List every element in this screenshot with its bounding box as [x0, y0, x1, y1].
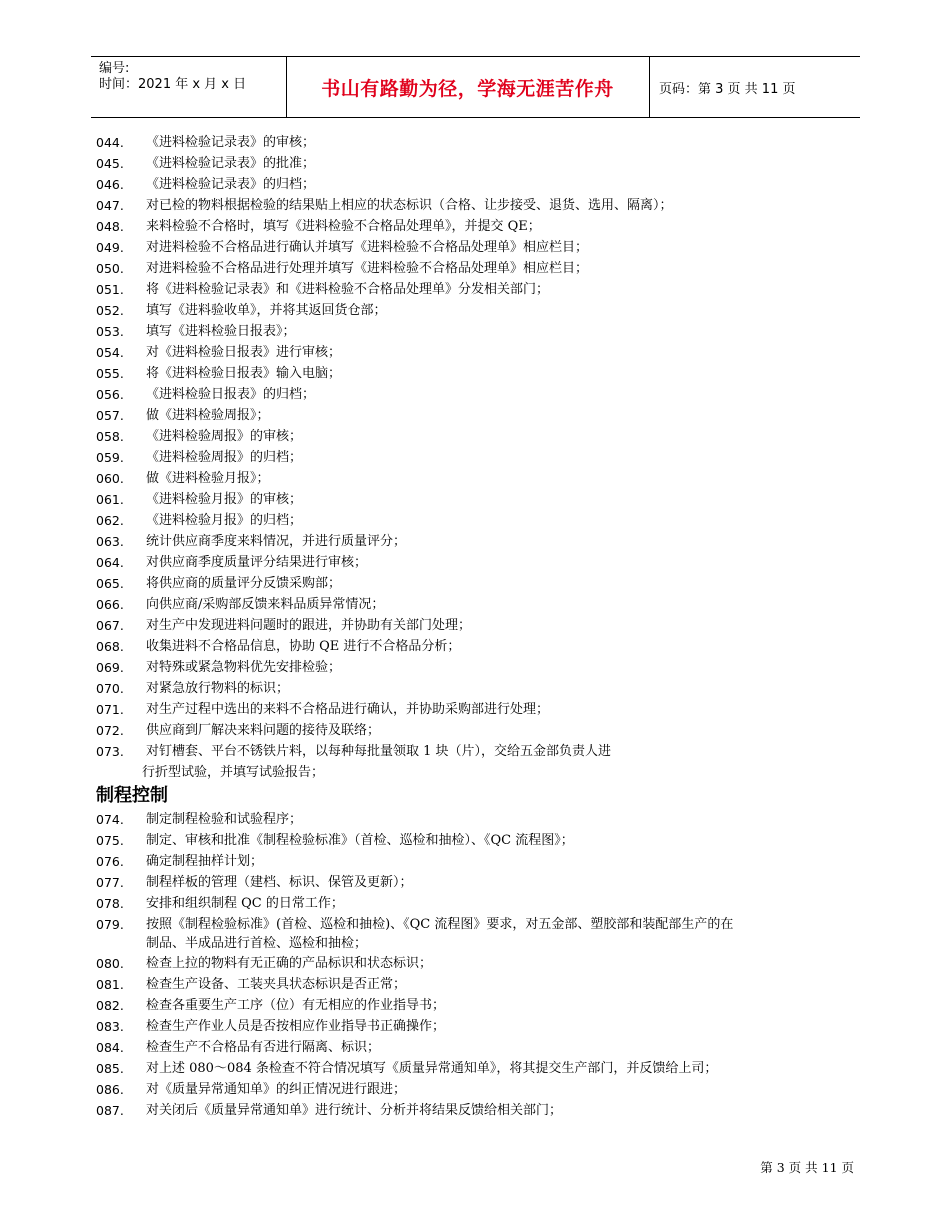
item-text: 将《进料检验日报表》输入电脑； — [146, 366, 342, 381]
header-divider — [649, 57, 650, 117]
list-item — [96, 237, 876, 258]
item-number: 053. — [96, 324, 124, 339]
item-number: 087. — [96, 1103, 124, 1118]
item-number: 056. — [96, 387, 124, 402]
item-number: 067. — [96, 618, 124, 633]
list-item — [96, 809, 876, 830]
item-number: 061. — [96, 492, 124, 507]
item-text: 来料检验不合格时，填写《进料检验不合格品处理单》，并提交 QE； — [146, 219, 541, 234]
document-body — [96, 132, 876, 1121]
item-text: 对进料检验不合格品进行确认并填写《进料检验不合格品处理单》相应栏目； — [146, 240, 589, 255]
item-number: 050. — [96, 261, 124, 276]
item-text: 《进料检验月报》的审核； — [146, 492, 303, 507]
list-item — [96, 741, 876, 783]
item-text: 检查生产作业人员是否按相应作业指导书正确操作； — [146, 1019, 446, 1034]
item-text: 确定制程抽样计划； — [146, 854, 264, 869]
item-text-continuation: 行折型试验，并填写试验报告； — [142, 765, 325, 780]
header-meta — [99, 61, 289, 93]
page-footer: 第 3 页 共 11 页 — [760, 1160, 854, 1175]
item-number: 073. — [96, 744, 124, 759]
item-number: 080. — [96, 956, 124, 971]
item-number: 083. — [96, 1019, 124, 1034]
item-number: 060. — [96, 471, 124, 486]
list-item — [96, 974, 876, 995]
item-text: 《进料检验周报》的审核； — [146, 429, 303, 444]
item-text: 对上述 080～084 条检查不符合情况填写《质量异常通知单》，将其提交生产部门，并反馈给上司； — [146, 1061, 718, 1076]
list-item — [96, 657, 876, 678]
list-item — [96, 195, 876, 216]
list-item — [96, 552, 876, 573]
list-item — [96, 342, 876, 363]
list-item — [96, 426, 876, 447]
item-number: 076. — [96, 854, 124, 869]
item-number: 070. — [96, 681, 124, 696]
item-text: 将供应商的质量评分反馈采购部； — [146, 576, 342, 591]
code-label: 编号: — [99, 61, 130, 76]
item-text: 做《进料检验周报》； — [146, 408, 270, 423]
list-item — [96, 995, 876, 1016]
item-text: 检查生产设备、工装夹具状态标识是否正常； — [146, 977, 407, 992]
item-number: 075. — [96, 833, 124, 848]
item-text: 按照《制程检验标准》(首检、巡检和抽检)、《QC 流程图》要求，对五金部、塑胶部和装配部生产的在 — [146, 917, 734, 932]
item-number: 072. — [96, 723, 124, 738]
item-number: 049. — [96, 240, 124, 255]
list-item — [96, 153, 876, 174]
list-item — [96, 447, 876, 468]
list-item — [96, 1058, 876, 1079]
item-text: 填写《进料验收单》，并将其返回货仓部； — [146, 303, 387, 318]
list-item — [96, 258, 876, 279]
list-item — [96, 300, 876, 321]
item-text: 对《质量异常通知单》的纠正情况进行跟进； — [146, 1082, 407, 1097]
item-text: 检查各重要生产工序（位）有无相应的作业指导书； — [146, 998, 446, 1013]
item-number: 045. — [96, 156, 124, 171]
item-text: 对生产中发现进料问题时的跟进，并协助有关部门处理； — [146, 618, 472, 633]
item-number: 048. — [96, 219, 124, 234]
item-number: 081. — [96, 977, 124, 992]
item-text: 收集进料不合格品信息，协助 QE 进行不合格品分析； — [146, 639, 461, 654]
time-label: 时间：2021 年 x 月 x 日 — [99, 77, 247, 92]
list-item — [96, 489, 876, 510]
item-text: 对供应商季度质量评分结果进行审核； — [146, 555, 368, 570]
item-text: 向供应商/采购部反馈来料品质异常情况； — [146, 597, 385, 612]
list-item — [96, 678, 876, 699]
item-text: 《进料检验月报》的归档； — [146, 513, 303, 528]
item-number: 084. — [96, 1040, 124, 1055]
list-item — [96, 174, 876, 195]
item-text: 对钉槽套、平台不锈铁片料，以每种每批量领取 1 块（片），交给五金部负责人进 — [146, 744, 612, 759]
item-number: 058. — [96, 429, 124, 444]
item-text: 填写《进料检验日报表》； — [146, 324, 296, 339]
item-number: 069. — [96, 660, 124, 675]
item-number: 046. — [96, 177, 124, 192]
item-number: 065. — [96, 576, 124, 591]
item-text: 《进料检验记录表》的批准； — [146, 156, 316, 171]
list-item — [96, 1037, 876, 1058]
item-text: 《进料检验记录表》的归档； — [146, 177, 316, 192]
list-item — [96, 893, 876, 914]
list-item — [96, 279, 876, 300]
list-item — [96, 384, 876, 405]
list-item — [96, 615, 876, 636]
list-item — [96, 363, 876, 384]
list-item — [96, 216, 876, 237]
item-number: 074. — [96, 812, 124, 827]
item-text: 《进料检验日报表》的归档； — [146, 387, 316, 402]
list-item — [96, 872, 876, 893]
list-item — [96, 1100, 876, 1121]
item-list — [96, 809, 876, 1121]
item-text: 做《进料检验月报》； — [146, 471, 270, 486]
item-text: 对特殊或紧急物料优先安排检验； — [146, 660, 342, 675]
item-text: 《进料检验记录表》的审核； — [146, 135, 316, 150]
list-item — [96, 720, 876, 741]
section-title: 制程控制 — [96, 785, 168, 806]
item-number: 044. — [96, 135, 124, 150]
list-item — [96, 851, 876, 872]
list-item — [96, 1079, 876, 1100]
list-item — [96, 132, 876, 153]
item-number: 079. — [96, 917, 124, 932]
item-list — [96, 132, 876, 783]
list-item — [96, 953, 876, 974]
item-number: 052. — [96, 303, 124, 318]
item-number: 064. — [96, 555, 124, 570]
item-text: 检查上拉的物料有无正确的产品标识和状态标识； — [146, 956, 433, 971]
item-text: 制定制程检验和试验程序； — [146, 812, 303, 827]
item-number: 068. — [96, 639, 124, 654]
list-item — [96, 914, 876, 953]
item-number: 066. — [96, 597, 124, 612]
item-number: 047. — [96, 198, 124, 213]
list-item — [96, 636, 876, 657]
item-number: 063. — [96, 534, 124, 549]
item-number: 078. — [96, 896, 124, 911]
item-text: 安排和组织制程 QC 的日常工作； — [146, 896, 344, 911]
item-text-continuation: 制品、半成品进行首检、巡检和抽检； — [146, 936, 368, 951]
item-text: 对关闭后《质量异常通知单》进行统计、分析并将结果反馈给相关部门； — [146, 1103, 563, 1118]
header-page-info: 页码：第 3 页 共 11 页 — [659, 81, 796, 97]
list-item — [96, 1016, 876, 1037]
list-item — [96, 594, 876, 615]
item-text: 对《进料检验日报表》进行审核； — [146, 345, 342, 360]
list-item — [96, 510, 876, 531]
header-motto: 书山有路勤为径，学海无涯苦作舟 — [321, 77, 614, 100]
item-number: 051. — [96, 282, 124, 297]
list-item — [96, 321, 876, 342]
list-item — [96, 468, 876, 489]
item-number: 071. — [96, 702, 124, 717]
item-text: 《进料检验周报》的归档； — [146, 450, 303, 465]
page-header — [91, 56, 860, 118]
item-text: 统计供应商季度来料情况，并进行质量评分； — [146, 534, 407, 549]
item-text: 对生产过程中选出的来料不合格品进行确认，并协助采购部进行处理； — [146, 702, 550, 717]
item-number: 077. — [96, 875, 124, 890]
item-text: 对已检的物料根据检验的结果贴上相应的状态标识（合格、让步接受、退货、选用、隔离）； — [146, 198, 673, 213]
item-text: 供应商到厂解决来料问题的接待及联络； — [146, 723, 381, 738]
item-text: 对进料检验不合格品进行处理并填写《进料检验不合格品处理单》相应栏目； — [146, 261, 589, 276]
item-text: 制定、审核和批准《制程检验标准》（首检、巡检和抽检）、《QC 流程图》； — [146, 833, 574, 848]
item-number: 082. — [96, 998, 124, 1013]
list-item — [96, 830, 876, 851]
item-text: 对紧急放行物料的标识； — [146, 681, 290, 696]
item-number: 055. — [96, 366, 124, 381]
item-number: 086. — [96, 1082, 124, 1097]
item-number: 057. — [96, 408, 124, 423]
item-text: 将《进料检验记录表》和《进料检验不合格品处理单》分发相关部门； — [146, 282, 550, 297]
list-item — [96, 531, 876, 552]
item-text: 检查生产不合格品有否进行隔离、标识； — [146, 1040, 381, 1055]
list-item — [96, 699, 876, 720]
list-item — [96, 573, 876, 594]
item-number: 085. — [96, 1061, 124, 1076]
item-number: 059. — [96, 450, 124, 465]
item-number: 062. — [96, 513, 124, 528]
item-number: 054. — [96, 345, 124, 360]
item-text: 制程样板的管理（建档、标识、保管及更新）； — [146, 875, 413, 890]
list-item — [96, 405, 876, 426]
